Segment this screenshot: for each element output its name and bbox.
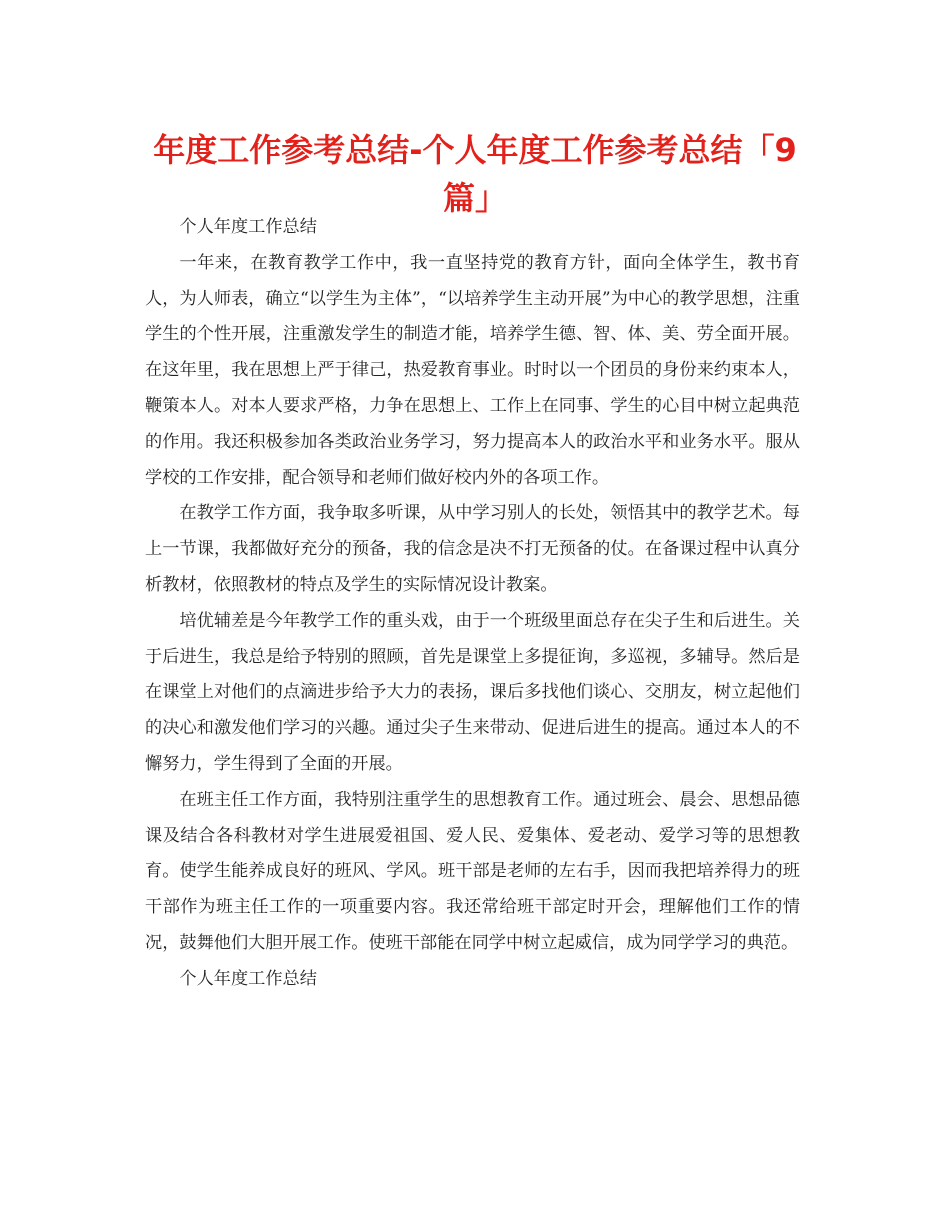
paragraph: 一年来，在教育教学工作中，我一直坚持党的教育方针，面向全体学生，教书育人，为人师表，确立“以学生为主体”，“以培养学生主动开展”为中心的教学思想，注重学生的个性开展，注重激发学生的制造才能，培养学生德、智、体、美、劳全面开展。在这年里，我在思想上严于律己，热爱教育事业。时时以一个团员的身份来约束本人，鞭策本人。对本人要求严格，力争在思想上、工作上在同事、学生的心目中树立起典范的作用。我还积极参加各类政治业务学习，努力提高本人的政治水平和业务水平。服从学校的工作安排，配合领导和老师们做好校内外的各项工作。: [145, 252, 800, 488]
section-heading: 个人年度工作总结: [179, 968, 317, 989]
document-body: [145, 210, 800, 998]
document-title: 年度工作参考总结-个人年度工作参考总结「9篇」: [153, 131, 797, 217]
paragraph: 培优辅差是今年教学工作的重头戏，由于一个班级里面总存在尖子生和后进生。关于后进生，我总是给予特别的照顾，首先是课堂上多提征询，多巡视，多辅导。然后是在课堂上对他们的点滴进步给予大力的表扬，课后多找他们谈心、交朋友，树立起他们的决心和激发他们学习的兴趣。通过尖子生来带动、促进后进生的提高。通过本人的不懈努力，学生得到了全面的开展。: [145, 610, 800, 774]
section-heading: 个人年度工作总结: [179, 217, 317, 237]
paragraph: 在班主任工作方面，我特别注重学生的思想教育工作。通过班会、晨会、思想品德课及结合各科教材对学生进展爱祖国、爱人民、爱集体、爱老动、爱学习等的思想教育。使学生能养成良好的班风、学风。班干部是老师的左右手，因而我把培养得力的班干部作为班主任工作的一项重要内容。我还常给班干部定时开会，理解他们工作的情况，鼓舞他们大胆开展工作。使班干部能在同学中树立起威信，成为同学学习的典范。: [145, 789, 800, 953]
paragraph: 在教学工作方面，我争取多听课，从中学习别人的长处，领悟其中的教学艺术。每上一节课，我都做好充分的预备，我的信念是决不打无预备的仗。在备课过程中认真分析教材，依照教材的特点及学生的实际情况设计教案。: [145, 503, 800, 595]
